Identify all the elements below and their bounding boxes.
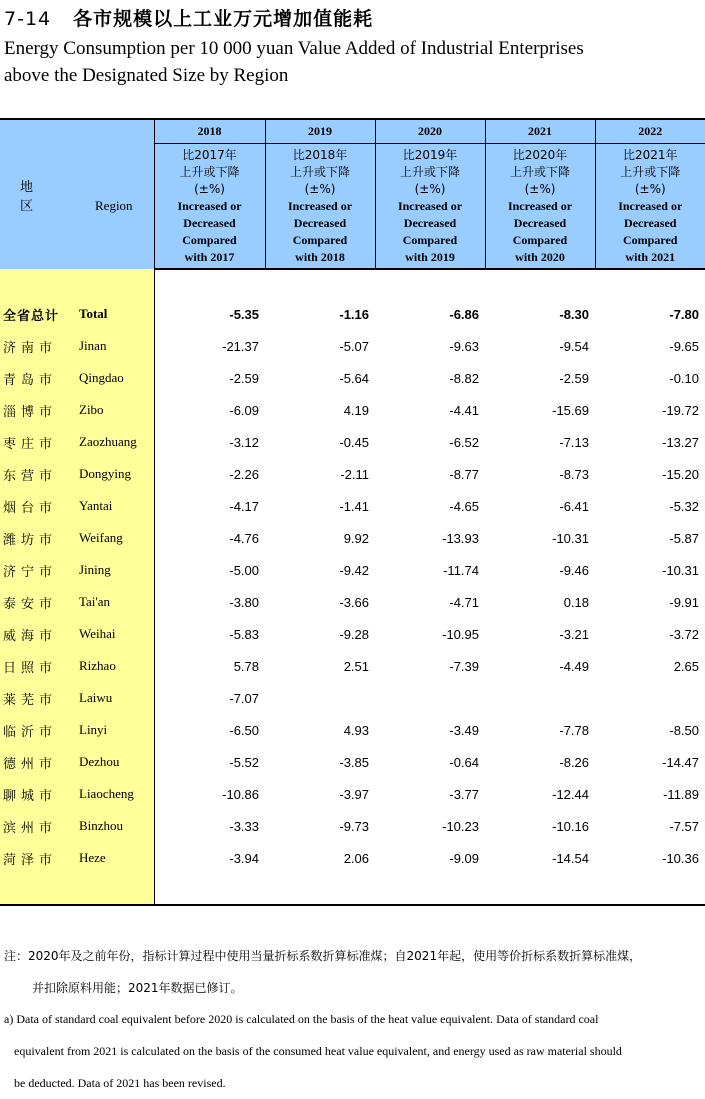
region-cn-cell	[0, 874, 75, 905]
region-cn-cell: 莱芜市	[0, 682, 75, 714]
region-en-cell: Laiwu	[75, 682, 154, 714]
region-cn-cell: 济宁市	[0, 554, 75, 586]
column-desc-line: Decreased	[403, 215, 457, 230]
column-desc-2019	[265, 144, 375, 270]
column-desc-line: with 2021	[625, 249, 676, 264]
value-cell: -1.16	[339, 306, 369, 322]
region-en-cell: Binzhou	[75, 810, 154, 842]
value-cell: -2.59	[559, 370, 589, 386]
table-row	[0, 426, 705, 458]
value-cell: -8.82	[449, 370, 479, 386]
value-cell	[265, 682, 375, 714]
table-row	[0, 362, 705, 394]
table-title-english	[4, 35, 694, 89]
value-cell: -3.72	[669, 626, 699, 642]
value-cell: -4.76	[229, 530, 259, 546]
value-cell: -5.00	[229, 562, 259, 578]
value-cell: -11.89	[663, 786, 699, 802]
table-row	[0, 490, 705, 522]
value-cell: -10.86	[222, 786, 259, 802]
value-cell: 9.92	[343, 530, 369, 546]
region-en-cell: Rizhao	[75, 650, 154, 682]
value-cell: -10.16	[552, 818, 589, 834]
note-en-line-2: equivalent from 2021 is calculated on the basis of the consumed heat value equivalent, and energy used as raw material should	[14, 1044, 622, 1058]
region-cn-cell: 青岛市	[0, 362, 75, 394]
table-number: 7-14	[4, 8, 52, 30]
column-desc-line: Increased or	[287, 198, 353, 213]
column-desc-line: (±%)	[524, 181, 556, 196]
column-desc-line: 上升或下降	[289, 164, 350, 179]
column-desc-2022	[595, 144, 705, 270]
note-en-line-1: a) Data of standard coal equivalent before 2020 is calculated on the basis of the heat value equivalent. Data of standard coal	[4, 1012, 599, 1026]
table-row	[0, 746, 705, 778]
value-cell: -10.31	[662, 562, 699, 578]
region-en-cell: Liaocheng	[75, 778, 154, 810]
value-cell: -0.45	[339, 434, 369, 450]
value-cell: 4.19	[343, 402, 369, 418]
table-row	[0, 458, 705, 490]
column-desc-line: with 2018	[295, 249, 345, 264]
value-cell: -14.54	[552, 850, 589, 866]
table-row	[0, 842, 705, 874]
value-cell: 5.78	[233, 658, 259, 674]
value-cell: -7.07	[229, 690, 259, 706]
value-cell	[375, 874, 485, 905]
region-en-cell: Yantai	[75, 490, 154, 522]
value-cell: -7.78	[559, 722, 589, 738]
region-en-cell: Zibo	[75, 394, 154, 426]
value-cell: -9.65	[669, 338, 699, 354]
column-desc-line: 上升或下降	[620, 164, 681, 179]
value-cell: -14.47	[662, 754, 699, 770]
value-cell: -8.26	[559, 754, 589, 770]
spacer-row	[0, 269, 705, 298]
note-en-line-3: be deducted. Data of 2021 has been revised.	[14, 1076, 226, 1090]
value-cell: -5.83	[229, 626, 259, 642]
column-year-2020: 2020	[375, 119, 485, 144]
table-row	[0, 650, 705, 682]
column-desc-line: with 2020	[515, 249, 565, 264]
value-cell: -10.36	[662, 850, 699, 866]
region-en-cell: Tai'an	[75, 586, 154, 618]
table-row	[0, 682, 705, 714]
value-cell: -5.32	[669, 498, 699, 514]
region-cn-cell: 枣庄市	[0, 426, 75, 458]
region-en-cell: Qingdao	[75, 362, 154, 394]
value-cell: -11.74	[443, 562, 479, 578]
region-cn-cell: 滨州市	[0, 810, 75, 842]
region-en-cell: Dezhou	[75, 746, 154, 778]
region-cn-cell: 聊城市	[0, 778, 75, 810]
value-cell: -9.28	[339, 626, 369, 642]
column-year-2022: 2022	[595, 119, 705, 144]
region-cn-cell	[0, 269, 75, 298]
value-cell: -3.77	[449, 786, 479, 802]
value-cell: 4.93	[343, 722, 369, 738]
column-year-2018: 2018	[154, 119, 265, 144]
column-year-2021: 2021	[485, 119, 595, 144]
table-row	[0, 714, 705, 746]
value-cell: -13.27	[662, 434, 699, 450]
column-desc-2018	[154, 144, 265, 270]
value-cell: 2.06	[343, 850, 369, 866]
header-year-row	[0, 119, 705, 144]
column-desc-line: Compared	[512, 232, 568, 247]
value-cell: -4.49	[559, 658, 589, 674]
value-cell: -5.64	[339, 370, 369, 386]
value-cell	[265, 269, 375, 298]
value-cell: -9.54	[559, 338, 589, 354]
column-desc-line: with 2017	[184, 249, 235, 264]
title-english-line-1: Energy Consumption per 10 000 yuan Value Added of Industrial Enterprises	[4, 38, 584, 59]
value-cell: -3.97	[339, 786, 369, 802]
value-cell: -5.35	[229, 306, 259, 322]
value-cell: -5.07	[339, 338, 369, 354]
value-cell: -6.86	[449, 306, 479, 322]
note-cn-line-2: 并扣除原料用能；2021年数据已修订。	[32, 981, 243, 995]
value-cell: -3.33	[229, 818, 259, 834]
value-cell	[375, 682, 485, 714]
region-en-cell: Jinan	[75, 330, 154, 362]
value-cell: 2.51	[343, 658, 369, 674]
value-cell: -1.41	[339, 498, 369, 514]
value-cell: -6.41	[559, 498, 589, 514]
value-cell: -6.52	[449, 434, 479, 450]
value-cell: -3.94	[229, 850, 259, 866]
region-en-cell: Zaozhuang	[75, 426, 154, 458]
value-cell	[595, 874, 705, 905]
table-row	[0, 778, 705, 810]
value-cell	[265, 874, 375, 905]
table-row	[0, 330, 705, 362]
value-cell: 2.65	[673, 658, 699, 674]
region-cn-cell: 济南市	[0, 330, 75, 362]
value-cell: -13.93	[442, 530, 479, 546]
value-cell: -3.66	[339, 594, 369, 610]
value-cell: -2.26	[229, 466, 259, 482]
table-row-total	[0, 298, 705, 330]
region-header-cn: 地 区	[20, 179, 40, 214]
region-cn-cell: 东营市	[0, 458, 75, 490]
value-cell: -7.13	[559, 434, 589, 450]
region-header	[0, 119, 154, 269]
table-row	[0, 394, 705, 426]
table-title	[4, 4, 373, 31]
region-en-cell: Weifang	[75, 522, 154, 554]
value-cell: -10.23	[442, 818, 479, 834]
value-cell: -5.52	[229, 754, 259, 770]
region-en-cell: Weihai	[75, 618, 154, 650]
column-desc-2021	[485, 144, 595, 270]
column-desc-line: Increased or	[177, 198, 242, 213]
bottom-padding-row	[0, 874, 705, 905]
table-row	[0, 618, 705, 650]
value-cell: -19.72	[662, 402, 699, 418]
table-row	[0, 810, 705, 842]
value-cell: -9.91	[669, 594, 699, 610]
value-cell: -3.85	[339, 754, 369, 770]
value-cell: -9.42	[339, 562, 369, 578]
region-cn-cell: 临沂市	[0, 714, 75, 746]
column-desc-line: 比2018年	[292, 147, 348, 162]
region-cn-cell: 潍坊市	[0, 522, 75, 554]
region-cn-cell: 泰安市	[0, 586, 75, 618]
region-en-cell: Dongying	[75, 458, 154, 490]
column-desc-line: Compared	[292, 232, 348, 247]
value-cell: -12.44	[552, 786, 589, 802]
value-cell: -6.09	[229, 402, 259, 418]
column-year-2019: 2019	[265, 119, 375, 144]
value-cell: -4.65	[449, 498, 479, 514]
value-cell: -6.50	[229, 722, 259, 738]
value-cell: -10.31	[552, 530, 589, 546]
column-desc-line: 比2020年	[512, 147, 568, 162]
region-cn-cell: 淄博市	[0, 394, 75, 426]
region-cn-cell: 德州市	[0, 746, 75, 778]
region-en-cell: Total	[75, 298, 154, 330]
value-cell	[485, 269, 595, 298]
value-cell: -8.50	[669, 722, 699, 738]
table-title-chinese: 各市规模以上工业万元增加值能耗	[73, 8, 374, 30]
value-cell: -21.37	[222, 338, 259, 354]
column-desc-line: Decreased	[183, 215, 236, 230]
column-desc-line: Decreased	[624, 215, 677, 230]
value-cell: -9.73	[339, 818, 369, 834]
value-cell: -3.49	[449, 722, 479, 738]
column-desc-line: (±%)	[194, 181, 225, 196]
value-cell	[154, 874, 265, 905]
value-cell: -8.73	[559, 466, 589, 482]
value-cell: -3.80	[229, 594, 259, 610]
note-cn-line-1: 注：2020年及之前年份，指标计算过程中使用当量折标系数折算标准煤；自2021年起，使用等价折标系数折算标准煤，	[4, 949, 642, 963]
column-desc-line: Increased or	[397, 198, 463, 213]
value-cell: -15.20	[662, 466, 699, 482]
table-row	[0, 522, 705, 554]
value-cell	[485, 682, 595, 714]
region-en-cell: Linyi	[75, 714, 154, 746]
region-cn-cell: 全省总计	[0, 298, 75, 330]
value-cell	[154, 269, 265, 298]
column-desc-line: Compared	[623, 232, 678, 247]
data-table	[0, 118, 705, 906]
column-desc-line: (±%)	[414, 181, 446, 196]
column-desc-line: Compared	[402, 232, 458, 247]
value-cell: -8.77	[449, 466, 479, 482]
region-cn-cell: 烟台市	[0, 490, 75, 522]
value-cell: -3.21	[559, 626, 589, 642]
value-cell: -2.11	[340, 466, 369, 482]
title-english-line-2: above the Designated Size by Region	[4, 65, 289, 86]
region-cn-cell: 菏泽市	[0, 842, 75, 874]
value-cell: -4.71	[449, 594, 479, 610]
table-row	[0, 586, 705, 618]
value-cell: -15.69	[552, 402, 589, 418]
column-desc-line: (±%)	[634, 181, 666, 196]
value-cell: -9.63	[449, 338, 479, 354]
value-cell: -4.17	[229, 498, 259, 514]
value-cell: -0.64	[449, 754, 479, 770]
value-cell: -2.59	[229, 370, 259, 386]
value-cell: -10.95	[442, 626, 479, 642]
column-desc-line: 比2021年	[622, 147, 678, 162]
value-cell: -7.39	[449, 658, 479, 674]
value-cell: -3.12	[229, 434, 259, 450]
value-cell: -8.30	[559, 306, 589, 322]
region-cn-cell: 威海市	[0, 618, 75, 650]
value-cell: -9.46	[559, 562, 589, 578]
column-desc-2020	[375, 144, 485, 270]
column-desc-line: 上升或下降	[509, 164, 570, 179]
table-row	[0, 554, 705, 586]
value-cell	[485, 874, 595, 905]
value-cell: -7.80	[669, 306, 699, 322]
column-desc-line: (±%)	[304, 181, 336, 196]
value-cell: -9.09	[449, 850, 479, 866]
column-desc-line: Decreased	[293, 215, 347, 230]
column-desc-line: 上升或下降	[399, 164, 460, 179]
region-en-cell: Jining	[75, 554, 154, 586]
region-cn-cell: 日照市	[0, 650, 75, 682]
column-desc-line: 上升或下降	[179, 164, 240, 179]
region-en-cell	[75, 874, 154, 905]
value-cell	[595, 269, 705, 298]
region-en-cell	[75, 269, 154, 298]
column-desc-line: 比2019年	[402, 147, 458, 162]
column-desc-line: Increased or	[618, 198, 683, 213]
region-header-en: Region	[95, 197, 133, 213]
column-desc-line: Increased or	[507, 198, 573, 213]
column-desc-line: with 2019	[405, 249, 455, 264]
value-cell: 0.18	[563, 594, 589, 610]
value-cell	[375, 269, 485, 298]
value-cell: -0.10	[669, 370, 699, 386]
column-desc-line: 比2017年	[182, 147, 237, 162]
region-en-cell: Heze	[75, 842, 154, 874]
value-cell	[595, 682, 705, 714]
column-desc-line: Decreased	[513, 215, 567, 230]
column-desc-line: Compared	[182, 232, 237, 247]
value-cell: -5.87	[669, 530, 699, 546]
value-cell: -4.41	[449, 402, 479, 418]
value-cell: -7.57	[669, 818, 699, 834]
